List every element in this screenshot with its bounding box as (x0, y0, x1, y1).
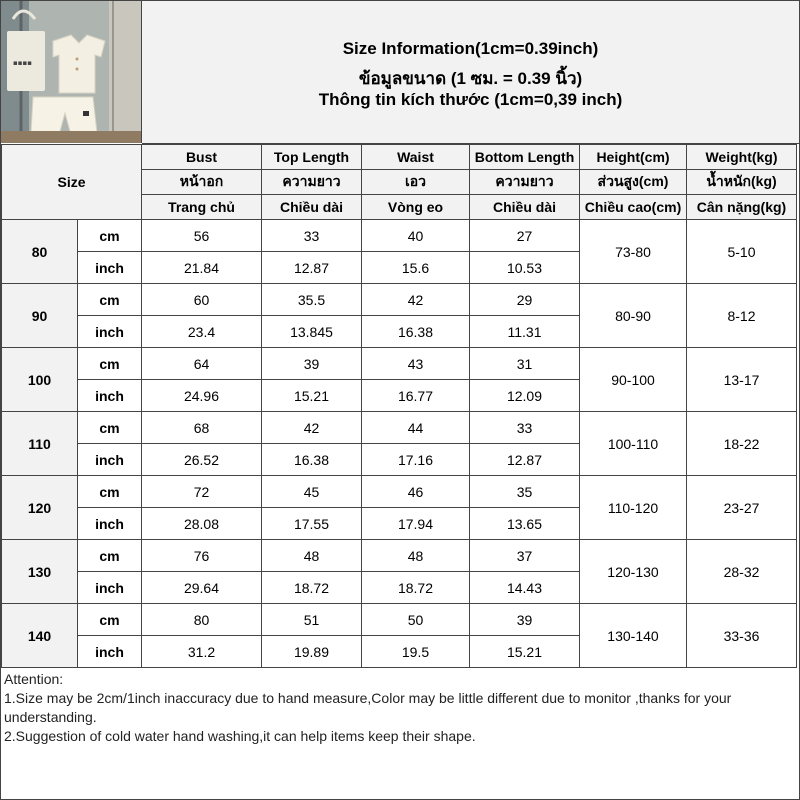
cell-bottom-length-cm: 31 (470, 348, 580, 380)
cell-bust-inch: 29.64 (142, 572, 262, 604)
attention-notes (4, 670, 794, 746)
size-label: 100 (2, 348, 78, 412)
cell-bust-inch: 24.96 (142, 380, 262, 412)
unit-label-cm: cm (78, 412, 142, 444)
cell-bottom-length-inch: 15.21 (470, 636, 580, 668)
cell-waist-inch: 17.16 (362, 444, 470, 476)
table-row (2, 220, 797, 252)
cell-bottom-length-cm: 33 (470, 412, 580, 444)
cell-weight-range: 5-10 (687, 220, 797, 284)
cell-height-range: 120-130 (580, 540, 687, 604)
table-row (2, 284, 797, 316)
size-column-header: Size (2, 145, 142, 220)
column-header-height-thai: ส่วนสูง(cm) (580, 170, 687, 195)
unit-label-cm: cm (78, 540, 142, 572)
cell-waist-inch: 17.94 (362, 508, 470, 540)
unit-label-inch: inch (78, 636, 142, 668)
column-header-bust-vietnamese: Trang chủ (142, 195, 262, 220)
column-header-bottom-length-vietnamese: Chiều dài (470, 195, 580, 220)
cell-bust-inch: 28.08 (142, 508, 262, 540)
cell-weight-range: 18-22 (687, 412, 797, 476)
cell-weight-range: 8-12 (687, 284, 797, 348)
size-label: 130 (2, 540, 78, 604)
cell-waist-inch: 16.38 (362, 316, 470, 348)
cell-weight-range: 13-17 (687, 348, 797, 412)
cell-bottom-length-cm: 35 (470, 476, 580, 508)
header-line-thai: ข้อมูลขนาด (1 ซม. = 0.39 นิ้ว) (358, 69, 583, 88)
column-header-height-vietnamese: Chiều cao(cm) (580, 195, 687, 220)
cell-bottom-length-inch: 12.87 (470, 444, 580, 476)
unit-label-inch: inch (78, 508, 142, 540)
table-row (2, 348, 797, 380)
cell-waist-inch: 19.5 (362, 636, 470, 668)
cell-height-range: 90-100 (580, 348, 687, 412)
cell-top-length-inch: 13.845 (262, 316, 362, 348)
column-header-waist-vietnamese: Vòng eo (362, 195, 470, 220)
cell-height-range: 130-140 (580, 604, 687, 668)
cell-weight-range: 28-32 (687, 540, 797, 604)
cell-weight-range: 33-36 (687, 604, 797, 668)
cell-waist-inch: 16.77 (362, 380, 470, 412)
unit-label-cm: cm (78, 604, 142, 636)
cell-top-length-cm: 42 (262, 412, 362, 444)
cell-bust-inch: 31.2 (142, 636, 262, 668)
unit-label-cm: cm (78, 348, 142, 380)
unit-label-cm: cm (78, 476, 142, 508)
cell-bust-inch: 21.84 (142, 252, 262, 284)
attention-note-2: 2.Suggestion of cold water hand washing,it can help items keep their shape. (4, 728, 476, 744)
cell-waist-cm: 44 (362, 412, 470, 444)
product-photo (1, 1, 141, 143)
cell-bust-cm: 56 (142, 220, 262, 252)
cell-bust-cm: 80 (142, 604, 262, 636)
cell-top-length-inch: 15.21 (262, 380, 362, 412)
cell-bottom-length-cm: 37 (470, 540, 580, 572)
cell-height-range: 80-90 (580, 284, 687, 348)
size-label: 120 (2, 476, 78, 540)
cell-waist-cm: 50 (362, 604, 470, 636)
cell-top-length-cm: 45 (262, 476, 362, 508)
cell-bottom-length-cm: 29 (470, 284, 580, 316)
cell-height-range: 100-110 (580, 412, 687, 476)
cell-bust-cm: 68 (142, 412, 262, 444)
cell-bust-cm: 64 (142, 348, 262, 380)
column-header-weight-vietnamese: Cân nặng(kg) (687, 195, 797, 220)
cell-bust-cm: 60 (142, 284, 262, 316)
unit-label-inch: inch (78, 572, 142, 604)
cell-height-range: 110-120 (580, 476, 687, 540)
attention-note-1: 1.Size may be 2cm/1inch inaccuracy due to hand measure,Color may be little different due to monitor ,thanks for your (4, 690, 732, 706)
cell-top-length-cm: 51 (262, 604, 362, 636)
product-photo-illustration (1, 1, 141, 143)
size-table-container (1, 144, 797, 668)
unit-label-inch: inch (78, 252, 142, 284)
column-header-top-length-vietnamese: Chiều dài (262, 195, 362, 220)
cell-waist-cm: 46 (362, 476, 470, 508)
cell-bottom-length-inch: 13.65 (470, 508, 580, 540)
column-header-bottom-length: Bottom Length (470, 145, 580, 170)
cell-top-length-cm: 39 (262, 348, 362, 380)
table-row (2, 412, 797, 444)
size-label: 110 (2, 412, 78, 476)
column-header-bottom-length-thai: ความยาว (470, 170, 580, 195)
cell-waist-inch: 18.72 (362, 572, 470, 604)
cell-top-length-cm: 33 (262, 220, 362, 252)
column-header-weight: Weight(kg) (687, 145, 797, 170)
cell-height-range: 73-80 (580, 220, 687, 284)
cell-waist-cm: 48 (362, 540, 470, 572)
cell-bust-inch: 23.4 (142, 316, 262, 348)
column-header-top-length: Top Length (262, 145, 362, 170)
column-header-waist: Waist (362, 145, 470, 170)
cell-waist-cm: 43 (362, 348, 470, 380)
cell-waist-inch: 15.6 (362, 252, 470, 284)
unit-label-cm: cm (78, 284, 142, 316)
svg-text:▪▪▪▪: ▪▪▪▪ (13, 59, 32, 67)
unit-label-cm: cm (78, 220, 142, 252)
column-header-top-length-thai: ความยาว (262, 170, 362, 195)
cell-bottom-length-inch: 11.31 (470, 316, 580, 348)
column-header-bust-thai: หน้าอก (142, 170, 262, 195)
cell-top-length-cm: 48 (262, 540, 362, 572)
size-information-header (142, 1, 799, 144)
cell-top-length-inch: 17.55 (262, 508, 362, 540)
cell-bust-cm: 72 (142, 476, 262, 508)
column-header-weight-thai: น้ำหนัก(kg) (687, 170, 797, 195)
column-header-bust: Bust (142, 145, 262, 170)
cell-bottom-length-cm: 39 (470, 604, 580, 636)
attention-note-1-continued: understanding. (4, 709, 97, 725)
size-label: 140 (2, 604, 78, 668)
table-row (2, 604, 797, 636)
cell-waist-cm: 42 (362, 284, 470, 316)
attention-title: Attention: (4, 671, 64, 687)
column-header-waist-thai: เอว (362, 170, 470, 195)
column-header-height: Height(cm) (580, 145, 687, 170)
header-line-vietnamese: Thông tin kích thước (1cm=0,39 inch) (318, 90, 623, 109)
unit-label-inch: inch (78, 444, 142, 476)
table-row (2, 540, 797, 572)
table-row (2, 476, 797, 508)
cell-bust-cm: 76 (142, 540, 262, 572)
header-line-english: Size Information(1cm=0.39inch) (342, 39, 599, 58)
cell-bottom-length-inch: 12.09 (470, 380, 580, 412)
size-table (1, 144, 797, 668)
cell-bust-inch: 26.52 (142, 444, 262, 476)
cell-bottom-length-inch: 14.43 (470, 572, 580, 604)
cell-top-length-cm: 35.5 (262, 284, 362, 316)
cell-waist-cm: 40 (362, 220, 470, 252)
cell-weight-range: 23-27 (687, 476, 797, 540)
size-label: 90 (2, 284, 78, 348)
cell-top-length-inch: 16.38 (262, 444, 362, 476)
cell-top-length-inch: 19.89 (262, 636, 362, 668)
size-label: 80 (2, 220, 78, 284)
cell-top-length-inch: 18.72 (262, 572, 362, 604)
cell-top-length-inch: 12.87 (262, 252, 362, 284)
cell-bottom-length-cm: 27 (470, 220, 580, 252)
cell-bottom-length-inch: 10.53 (470, 252, 580, 284)
unit-label-inch: inch (78, 316, 142, 348)
unit-label-inch: inch (78, 380, 142, 412)
